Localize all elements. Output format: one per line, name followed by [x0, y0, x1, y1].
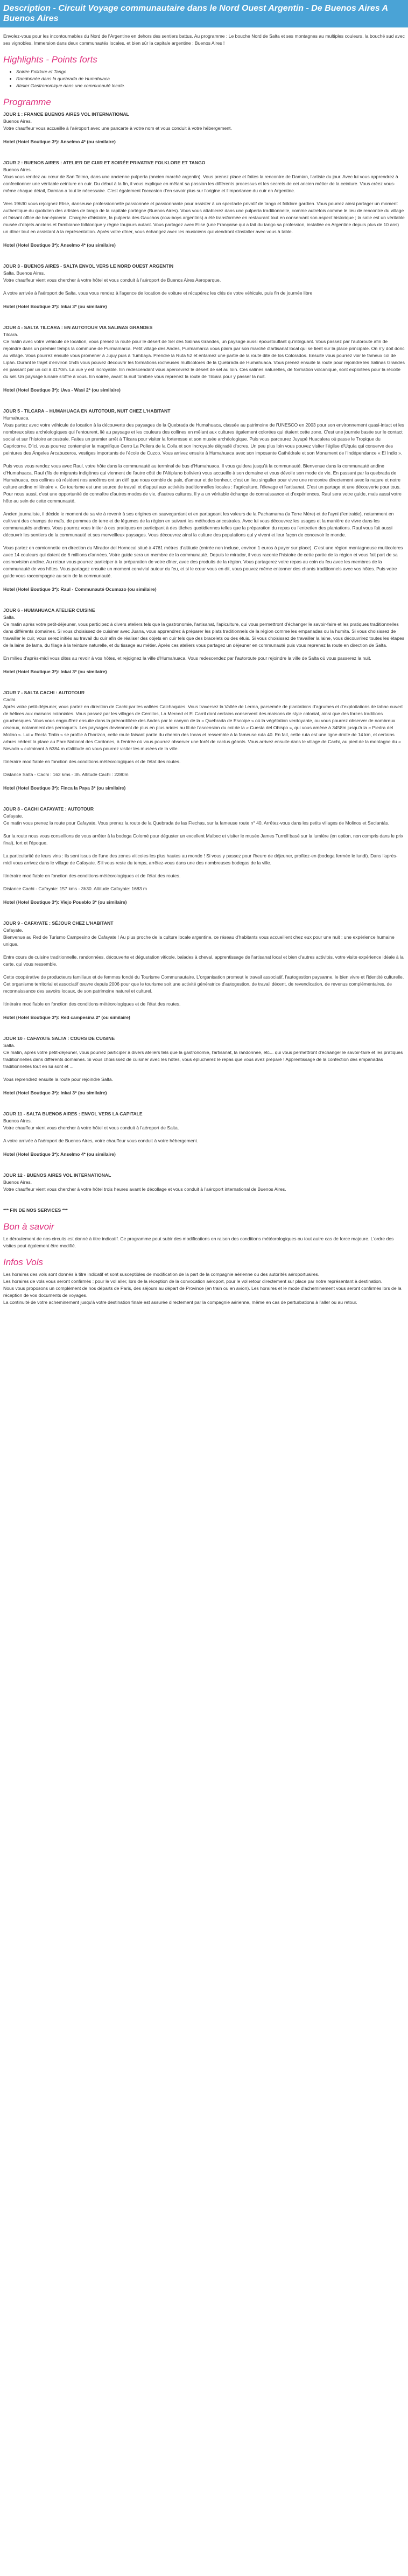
section-paragraph: Les horaires de vols vous seront confirmés : pour le vol aller, lors de la réception de la convocation aéroport, pour le vol retour directement sur place par notre représentant à destination. [3, 1279, 383, 1284]
day-location: Tilcara. [3, 332, 18, 337]
day-paragraph: Itinéraire modifiable en fonction des conditions météorologiques et de l'état des routes. [3, 759, 181, 764]
day-title: JOUR 6 - HUMAHUACA ATELIER CUISINE [3, 608, 95, 613]
day-paragraph: Ancien journaliste, il décide le moment de sa vie à revenir à ses origines en sauvegardant et en partageant les valeurs de la Pachamama (la Terre Mère) et de l'ayni (l'entraide), notamment en cultivant des champs de maïs, de pommes de terre et de légumes de la région en suivant les méthodes ancestrales. Avec lui vous découvrez les usages et la manière de vivre dans les communautés andines. Vous pourrez vous initier à ces pratiques en participant à des tâches quotidiennes telles que la préparation du repas ou l'entretien des plantations. Raul vous fait aussi découvrir les sentiers de la communauté et ses merveilleux paysages. Vous découvrez ainsi la culture des populations qui y vivent et leur façon de concevoir le monde. [3, 511, 394, 537]
day-paragraph: Vous reprendrez ensuite la route pour rejoindre Salta. [3, 1077, 113, 1082]
day-location: Humahuaca. [3, 415, 30, 421]
day-hotel: Hotel (Hotel Boutique 3*): Anselmo 4* (ou similaire) [3, 1151, 116, 1157]
day-location: Buenos Aires. [3, 167, 32, 172]
day-hotel: Hotel (Hotel Boutique 3*): Anselmo 4* (ou similaire) [3, 139, 116, 144]
day-hotel: Hotel (Hotel Boutique 3*): Anselmo 4* (ou similaire) [3, 242, 116, 248]
day-paragraph: Cette coopérative de producteurs familiaux et de femmes fondé du Tourisme Communautaire. L'organisation promeut le travail associatif, l'autogestion paysanne, le bien vivre et l'identité culturelle. Cet organisme territorial et associatif œuvre depuis 2006 pour que le tourisme soit une activité génératrice d'autogestion, de travail décent, de revendication, de revenus complémentaires, de reconnaissance des savoirs locaux, de son patrimoine naturel et culturel. [3, 974, 404, 994]
day-paragraph: Vous vous rendez au cœur de San Telmo, dans une ancienne pulpería (ancien marché argentin). Vous prenez place et faites la rencontre de Damian, l'artiste du jour. Avec lui vous apprendrez à confectionner une véritable ceinture en cuir. Du début à la fin, il vous explique en mêlant sa passion les différents processus et les secrets de cet ancien métier de la ceinture. Vous créez vous-même chaque détail, Damian a tout le nécessaire. C'est également l'occasion d'en savoir plus sur l'origine et l'importance du cuir en Argentine. [3, 174, 398, 193]
day-block [3, 920, 405, 1021]
section-heading: Bon à savoir [3, 1221, 54, 1232]
day-paragraph: Vous partez avec votre véhicule de location à la découverte des paysages de la Quebrada de Humahuaca, classée au patrimoine de l'UNESCO en 2003 pour son environnement quasi-intact et les nombreux sites archéologiques qui l'entourent, lié au paysage et les couleurs des collines en mêlant aux cultures également colorées qui étaient cette zone. C'est une journée basée sur le contact social et sur l'histoire ancestrale. Faites un premier arrêt à Tilcara pour visiter la forteresse et son musée archéologique. Puis vous parcourez Juyupé Huacalera où passe le Tropique du Capricorne. D'ici, vous pourrez contempler la magnifique Cerro La Pollera de la Colla et son incroyable dégradé d'ocres. Un peu plus loin vous pouvez visiter l'église d'Uquía qui conserve des peintures des Ángeles Arcabuceros, vestiges importants de l'école de Cuzco. Vous arrivez ensuite à Humahuaca avec son imposante Cathédrale et son Monument de l'Indépendance « El Indio ». [3, 422, 404, 456]
day-hotel: Hotel (Hotel Boutique 3*): Red campesina 2* (ou similaire) [3, 1015, 130, 1020]
day-paragraph: Votre chauffeur vient vous chercher à votre hôtel et vous conduit à l'aéroport de Salta. [3, 1125, 179, 1130]
day-block [3, 263, 405, 310]
day-hotel: Hotel (Hotel Boutique 3*): Finca la Paya 3* (ou similaire) [3, 785, 126, 791]
day-paragraph: Ce matin vous prenez la route pour Cafayate. Vous prenez la route de la Quebrada de las Flechas, sur la fameuse route n° 40. Arrêtez-vous dans les petits villages de Molinos et Seclantás. [3, 820, 390, 826]
day-paragraph: Bienvenue au Red de Turismo Campesino de Cafayate ! Au plus proche de la culture locale argentine, ce réseau d'habitants vous accueillent chez eux pour une nuit : une expérience humaine unique. [3, 934, 395, 947]
day-paragraph: Votre chauffeur vient vous chercher à votre hôtel et vous conduit à l'aéroport de Buenos Aires Aeroparque. [3, 277, 221, 283]
day-block [3, 408, 405, 593]
day-paragraph: Ce matin avec votre véhicule de location, vous prenez la route pour le désert de Sel des Salinas Grandes, un paysage aussi époustouflant qu'intriguant. Vous passez par l'autoroute afin de rejoindre dans un premier temps la commune de Purmamarca. Petit village des Andes, Purmamarca vous plaira par son marché d'artisanat local qui se tient sur la place principale. On n'y doit donc au village. Vous pourrez ensuite vous promener à Jujuy puis à Tumbaya. Prendre la Ruta 52 et entamez une partie de la route dite de los Colorados. Ensuite vous pourrez voir le fameux col de Lipán. Durant le trajet d'environ 1h45 vous pouvez découvrir les formations rocheuses multicolores de la Quebrada de Humahuaca. Vous prenez ensuite la route pour rejoindre les Salinas Grandes en passant par un col à 4170m. La vue y est incroyable. En redescendant vous apercevrez le désert de sel au loin. Ces salines naturelles, de formation volcanique, sont exploitées pour la récolte du sel. Un paysage lunaire s'offre à vous. En soirée, avant la nuit tombée vous reprenez la route de Tilcara pour y passer la nuit. [3, 339, 405, 379]
day-hotel: Hotel (Hotel Boutique 3*): Viejo Poueblo 3* (ou similaire) [3, 899, 127, 905]
highlight-item: • Soirée Folklore et Tango [16, 68, 405, 75]
day-paragraph: Ce matin, après votre petit-déjeuner, vous pourrez participer à divers ateliers tels que la gastronomie, l'artisanat, la randonnée, etc... qui vous permettront d'échanger le savoir-faire et les pratiques traditionnelles dans différents domaines. Si vous choisissez de cuisiner avec les hôtes, vous éplucherez le repas que vous avez préparé ! Apprentissage de la confection des empanadas traditionnelles tout en lui sont et ... [3, 1050, 403, 1069]
highlights-list [3, 68, 405, 89]
day-hotel: Hotel (Hotel Boutique 3*): Uwa - Wasi 2* (ou similaire) [3, 387, 121, 393]
day-paragraph: Votre chauffeur vous accueille à l'aéroport avec une pancarte à votre nom et vous conduit à votre hébergement. [3, 125, 232, 131]
day-block [3, 1111, 405, 1158]
section-body [3, 1235, 405, 1249]
day-paragraph: Distance Cachi - Cafayate: 157 kms - 3h30. Altitude Cafayate: 1683 m [3, 886, 147, 891]
day-location: Cafayate. [3, 813, 23, 819]
day-paragraph: En milieu d'après-midi vous dites au revoir à vos hôtes, et rejoignez la ville d'Humahuaca. Vous redescendez par l'autoroute pour rejoindre la ville de Salta où vous passerez la nuit. [3, 655, 371, 661]
day-title: JOUR 8 - CACHI CAFAYATE : AUTOTOUR [3, 806, 94, 812]
day-paragraph: Itinéraire modifiable en fonction des conditions météorologiques et de l'état des routes. [3, 1001, 181, 1007]
day-hotel: Hotel (Hotel Boutique 3*): Inkai 3* (ou similaire) [3, 304, 107, 309]
day-paragraph: Distance Salta - Cachi : 162 kms - 3h. Altitude Cachi : 2280m [3, 772, 129, 777]
section-paragraph: Les horaires des vols sont donnés à titre indicatif et sont susceptibles de modification de la part de la compagnie aérienne ou des autorités aéroportuaires. [3, 1272, 320, 1277]
day-paragraph: Sur la route nous vous conseillons de vous arrêter à la bodega Colomé pour déguster un excellent Malbec et visiter le musée James Turrell basé sur la lumière (en option, non compris dans le prix final), fort et l'époque. [3, 833, 404, 846]
day-block [3, 324, 405, 394]
day-title: JOUR 12 - BUENOS AIRES VOL INTERNATIONAL [3, 1172, 111, 1178]
day-location: Salta. [3, 615, 15, 620]
section-paragraph: Nous vous proposons un complément de nos départs de Paris, des séjours au départ de Province (en train ou en avion). Les horaires et le mode d'acheminement vous seront confirmés lors de la réception de vos documents de voyages. [3, 1286, 402, 1298]
end-of-services: *** FIN DE NOS SERVICES *** [3, 1207, 68, 1213]
day-paragraph: La particularité de leurs vins : ils sont issus de l'une des zones viticoles les plus hautes au monde ! Si vous y passez pour l'heure de déjeuner, profitez-en (bodega fermée le lundi). Dans l'après-midi vous arrivez dans le village de Cafayate. S'il vous reste du temps, arrêtez-vous dans une des nombreuses bodegas de la ville. [3, 853, 398, 865]
day-location: Buenos Aires. [3, 1179, 32, 1185]
section-heading: Infos Vols [3, 1257, 44, 1267]
day-paragraph: Vers 19h30 vous rejoignez Elise, danseuse professionnelle passionnée et passionnante pour assister à un spectacle privatif de tango et folklore gardien. Vous pourrez ainsi partager un moment authentique du quotidien des artistes de tango de la capitale portègne (Buenos Aires). Vous vous attablerez dans une pulpería traditionnelle, comme autrefois comme le lieu de rencontre du village et faisant office de bar-épicerie. Chargée d'histoire, la pulpería des Gauchos (cow-boys argentins) a été transformée en restaurant tout en conservant son aspect historique ; la salle est un véritable musée d'objets anciens et l'ambiance folklorique y règne toujours autant. Vous partagez avec Elise (une Française qui a fait du tango sa profession, installée en Argentine depuis plus de 10 ans) un dîner tout en assistant à la représentation. Après votre dîner, vous échangez avec les musiciens qui viendront s'installer avec vous à table. [3, 201, 405, 234]
day-block [3, 607, 405, 675]
section-body [3, 1271, 405, 1306]
day-hotel: Hotel (Hotel Boutique 3*): Inkai 3* (ou similaire) [3, 669, 107, 674]
day-paragraph: A votre arrivée à l'aéroport de Buenos Aires, votre chauffeur vous conduit à votre hébergement. [3, 1138, 199, 1143]
day-location: Cachi. [3, 697, 17, 702]
day-block [3, 159, 405, 249]
day-title: JOUR 11 - SALTA BUENOS AIRES : ENVOL VERS LA CAPITALE [3, 1111, 143, 1116]
day-location: Salta. [3, 1043, 15, 1048]
section-paragraph: La continuité de votre acheminement jusqu'à votre destination finale est assurée directement par la compagnie aérienne, même en cas de perturbations à l'aller ou au retour. [3, 1300, 357, 1305]
day-title: JOUR 7 - SALTA CACHI : AUTOTOUR [3, 690, 85, 695]
day-hotel: Hotel (Hotel Boutique 3*): Raul - Communauté Ocumazo (ou similaire) [3, 587, 157, 592]
day-paragraph: Ce matin après votre petit-déjeuner, vous participez à divers ateliers tels que la gastronomie, l'artisanat, l'apiculture, qui vous permettront d'échanger le savoir-faire et les pratiques traditionnelles dans différents domaines. Si vous choisissez de cuisiner avec Juana, vous apprendrez à préparer les plats traditionnels de la région comme les empanadas ou la humita. Si vous choisissez de travailler le cuir, vous serez initiés au travail du cuir afin de réaliser des objets en cuir tels que des bracelets ou des étuis. Si vous choisissez de travailler la laine, vous découvrirez toutes les étapes de la laine de lama, du filage à la teinture naturelle, et du tissage au métier. Après ces ateliers vous partagez un déjeuner en communauté puis vous reprenez la route en direction de Salta. [3, 622, 405, 648]
day-location: Buenos Aires. [3, 118, 32, 124]
day-title: JOUR 10 - CAFAYATE SALTA : COURS DE CUISINE [3, 1036, 115, 1041]
day-title: JOUR 9 - CAFAYATE : SÉJOUR CHEZ L'HABITANT [3, 920, 114, 926]
info-sections [3, 1221, 405, 1306]
day-location: Cafayate. [3, 927, 23, 933]
page-title: Description - Circuit Voyage communautaire dans le Nord Ouest Argentin - De Buenos Aires A Buenos Aires [0, 0, 408, 27]
day-block [3, 1035, 405, 1097]
day-block [3, 1172, 405, 1193]
day-title: JOUR 3 - BUENOS AIRES - SALTA ENVOL VERS LE NORD OUEST ARGENTIN [3, 263, 174, 269]
day-paragraph: Après votre petit-déjeuner, vous partez en direction de Cachi par les vallées Calchaquíes. Vous traversez la Vallée de Lerma, parsemée de plantations d'agrumes et d'exploitations de tabac ouvert de hélices aux maisons coloniales. Vous passez par les villages de Cerrillos, La Merced et El Carril dont certains conservent des maisons de style colonial, ainsi que des forces traditions gauchesques. Vous vous engouffrez ensuite dans la précordillère des Andes par le canyon de la « Quebrada de Escoipe » où la végétation verdoyante, ou vous pourrez observer de nombreux oiseaux, notamment des perroquets. Les paysages deviennent de plus en plus arides au fil de l'ascension du col de la « Cuesta del Obispo », qui vous amène à 3458m jusqu'à la « Piedra del Molino ». Lui « Recta Tintin » se profile à l'horizon, cette route faisant partie du chemin des Incas et ressemble à la fameuse ruta 40. En fait, cette ruta est une ligne droite de 14 km, et certains arbres cèdent la place au Parc National des Cardones, à l'entrée où vous pourrez observer une forêt de cactus géants. Vous arrivez ensuite dans le village de Cachi, au pied de la montagne du « Nevado » culminant à 6384 m d'altitude où vous pourrez visiter les musées de la ville. [3, 704, 403, 751]
intro-text: Envolez-vous pour les incontournables du Nord de l'Argentine en dehors des sentiers battus. Au programme : Le bouche Nord de Salta et ses montagnes au multiples couleurs, la bouché sud avec ses vignobles. Immersion dans deux communautés locales, et bien sûr la capitale argentine : Buenos Aires ! [3, 33, 405, 46]
day-paragraph: Entre cours de cuisine traditionnelle, randonnées, découverte et dégustation viticole, balades à cheval, apprentissage de l'artisanat local et bien d'autres activités, votre visite expérience idéale à la carte, qui vous ressemble. [3, 954, 404, 967]
day-title: JOUR 4 - SALTA TILCARA : EN AUTOTOUR VIA SALINAS GRANDES [3, 325, 153, 330]
day-paragraph: Puis vous vous rendez vous avec Raul, votre hôte dans la communauté au terminal de bus d'Humahuaca. Il vous guidera jusqu'à la communauté. Bienvenue dans la communauté andine d'Humahuaca. Raul (fils de migrants indigènes qui viennent de l'autre côté de l'Altiplano bolivien) vous accueille à son domaine et vous dévoile son mode de vie. En passant par la quebrada de Humahuaca, ces collines où résident nos ancêtres ont un défi que nous comble de paix, d'amour et de bonheur, c'est un lieu singulier pour vivre une rencontre directement avec la nature et notre culture andine millénaire ». Ce tourisme est une source de travail et d'appui aux activités traditionnelles locales : l'agriculture, l'élevage et l'artisanat. C'est un partage et une découverte pour tous. Pour nous aussi, c'est une opportunité de connaître d'autres modes de vie, d'autres cultures. Il y a un véritable échange de connaissance et d'expériences. Raul sera votre guide, mais aussi votre hôte au sein de cette communauté. [3, 463, 402, 504]
day-block [3, 111, 405, 145]
highlight-item: • Atelier Gastronomique dans une communauté locale. [16, 82, 405, 89]
day-hotel: Hotel (Hotel Boutique 3*): Inkai 3* (ou similaire) [3, 1090, 107, 1095]
day-paragraph: A votre arrivée à l'aéroport de Salta, vous vous rendez à l'agence de location de voiture et récupérez les clés de votre véhicule, puis fin de journée libre [3, 290, 313, 296]
day-title: JOUR 2 : BUENOS AIRES : ATELIER DE CUIR ET SOIRÉE PRIVATIVE FOLKLORE ET TANGO [3, 160, 206, 165]
day-title: JOUR 5 - TILCARA – HUMAHUACA EN AUTOTOUR, NUIT CHEZ L'HABITANT [3, 408, 171, 414]
day-block [3, 806, 405, 906]
programme-heading: Programme [3, 97, 51, 107]
day-title: JOUR 1 : FRANCE BUENOS AIRES VOL INTERNATIONAL [3, 111, 129, 117]
day-paragraph: Vous partez en camionnette en direction du Mirador del Hornocal situé à 4761 mètres d'altitude (entrée non incluse, environ 1 euros à payer sur place). C'est une région montagneuse multicolores avec 14 couleurs qui datent de 6 millions d'années. Votre guide sera un membre de la communauté. Depuis le mirador, il vous raconte l'histoire de cette partie de la région et vous fait part de sa cosmovision andine. Au retour vous pourrez participer à la préparation de votre dîner, avec des produits de la région. Vous partagerez votre repas au coin du feu avec les membres de la communauté de vos hôtes. Vous partagez ensuite un moment convivial autour du feu, et si le cœur vous en dit, vous pouvez même entonner des chants traditionnels avec vos hôtes. Puis votre guide vous raccompagne au sein de la communauté. [3, 545, 403, 578]
programme-days [3, 111, 405, 1193]
day-location: Buenos Aires. [3, 1118, 32, 1123]
highlights-heading: Highlights - Points forts [3, 54, 97, 65]
day-paragraph: Itinéraire modifiable en fonction des conditions météorologiques et de l'état des routes. [3, 873, 181, 878]
day-block [3, 689, 405, 792]
day-location: Salta, Buenos Aires. [3, 270, 45, 276]
day-paragraph: Votre chauffeur vient vous chercher à votre hôtel trois heures avant le décollage et vous conduit à l'aéroport international de Buenos Aires. [3, 1186, 286, 1192]
section-paragraph: Le déroulement de nos circuits est donné à titre indicatif. Ce programme peut subir des modifications en raison des conditions météorologiques ou tout autre cas de force majeure. L'ordre des visites peut également être modifié. [3, 1236, 394, 1248]
highlight-item: • Randonnée dans la quebrada de Humahuaca [16, 75, 405, 82]
